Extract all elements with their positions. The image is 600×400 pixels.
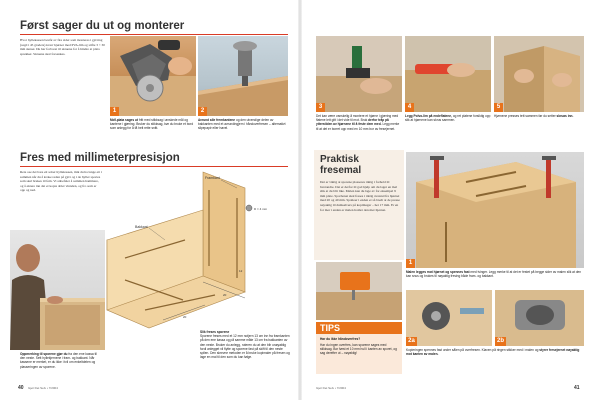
clamp-photo: [406, 152, 584, 268]
section3-text: Det er viktig at sporene plasseres riktig i forhold til hverandre. Det er derfor til god hjelp om du lager en mal slik at du blir like. Malen kan du lage av for eksempel 9 mm plate. Sporbenet skal freses i riktig avstand fra hjørnet med 20 og 40 mm. Spalteer i enden er så bredt at de presse nøyaktig til dumselvers på kopimager – her 17 mm. Er en for mer i enden er malen holder den mer hjørnet.: [320, 180, 400, 212]
main-caption-text: fra den ene kassa til den neste. Sett hyllekjernene i fram- og bakkant. Når kassene er merket, er du ikke i tvil om enkeltdelen og plasseringen av sporene.: [20, 352, 97, 369]
step-number: 2: [198, 107, 207, 116]
left-page-number: 40: [18, 385, 24, 391]
right-footer: Gjør Det Selv • 7/2004: [316, 386, 346, 390]
label-framkant: Framkant: [205, 176, 220, 180]
step4-caption: [405, 114, 491, 122]
section2-rule: [20, 166, 288, 167]
section3-title: Praktisk fresemal: [320, 154, 362, 176]
clamp-caption: [406, 270, 584, 278]
step2b-photo: [495, 290, 584, 346]
step3-caption-text: Det kan være vanskelig å montere et hjørne i gjæring med flatene lett gitt i det vide til mot. Bruk: [316, 114, 399, 123]
step3-photo: [316, 36, 402, 112]
step-number: 1: [110, 107, 119, 116]
label-bakkant: Bakkant: [135, 225, 148, 229]
tips-heading: Har du ikke håndoverfres?: [320, 337, 361, 341]
step2a-photo: [406, 290, 492, 346]
dimension-20a: 20: [223, 293, 227, 297]
step-number: 5: [494, 103, 503, 112]
step5-caption-bold: skruas inn.: [556, 114, 574, 118]
step2-caption-right: [406, 348, 584, 356]
tips-label: TIPS: [320, 323, 341, 333]
main-caption: [20, 352, 102, 369]
step5-caption: [494, 114, 584, 118]
clamp-caption-text: med tvinger. Legg merke til at det er festet på begge sider av malen slik at den kan snus og brukes til nøyaktig fresing både fram- og bakkant.: [406, 270, 582, 279]
dimension-12: 12: [239, 269, 243, 273]
step2-caption-right-text: Kopieringen spennes fast under sålen på overfresen. Klaven på ringen stikker med i malen og: [406, 348, 539, 352]
slot-caption-bold: Slik freses sporene: [200, 330, 230, 334]
clamp-template-illustration: [406, 152, 584, 268]
tips-text: Har du ingen overfres, kan sporene sages med stikksag. Bor først et 10 mm hull i kanten av sporet, og sag derefter ut – nøyaktig!: [320, 343, 397, 356]
glue-illustration: [405, 36, 491, 112]
shelf-box-diagram: [105, 170, 295, 330]
dimension-20b: 20: [183, 315, 187, 319]
man-marking-illustration: [10, 230, 105, 350]
marking-photo: [10, 230, 105, 350]
step-number-2b: 2b: [496, 338, 504, 344]
step4-caption-text: og ret platene forsiktig opp slik at hjørnene kan skrus sammen.: [405, 114, 491, 123]
step-number: 1: [406, 259, 415, 268]
step1-photo: [110, 36, 196, 116]
step1-caption-bold: Mdf-plata sages ut: [110, 118, 138, 122]
jigsaw-photo: [316, 262, 402, 320]
left-footer: Gjør Det Selv • 7/2004: [28, 386, 58, 390]
router-illustration: [198, 36, 288, 116]
saw-illustration: [110, 36, 196, 116]
slot-caption: [200, 330, 290, 359]
main-caption-bold: Oppmerking til sporene gjør du: [20, 352, 68, 356]
step2-caption-text: og den utvendige delen av bakkanten med et avrundingjern i håndoverfresen – alternativt slipepapir eller høvel.: [198, 118, 286, 131]
tips-box: [316, 334, 402, 374]
section2-title: Fres med millimeterpresisjon: [20, 152, 180, 164]
right-page-number: 41: [574, 385, 580, 391]
fresemal-box: [314, 150, 404, 260]
step5-caption-text: Hjørnene presses tett sammen før du setter: [494, 114, 556, 118]
step-number: 4: [405, 103, 414, 112]
step2-photo: [198, 36, 288, 116]
left-title: Først sager du ut og monterer: [20, 20, 185, 32]
step2-caption-bold: Avrund alle fremkantene: [198, 118, 236, 122]
left-intro: Hvor hyllekassen består av fire sider som monteres i gjæring (sagd i 45 graders) kverr hjørner med PVA-lim og stifte 3 × 30 mm skruer. Du har forboret til skruene for å hindre at plata sprekker. Skruene skal forsenkes.: [20, 38, 105, 56]
slot-caption-text: Sporene freses med et 12 mm notjern 13 cm inn fra framkanten på den ene kassa og på samme måte 13 cm fra bakkanten av den neste. Bruker du anlegg, ruteren du at den blir unøyaktig fordi anlegget vil flytte og sporene fast på skift til den neste spilen. Den skrevne metoden er å bruke kopimaler på fresen og lage en mal til den som du kan følge.: [200, 334, 290, 360]
drill-illustration: [316, 36, 402, 112]
router-in-template-illustration: [495, 290, 584, 346]
step5-photo: [494, 36, 584, 112]
step3-caption-bold: derfor tråp på ytterstiden av hjørnene til å feste dem med.: [316, 118, 389, 127]
step4-photo: [405, 36, 491, 112]
step1-caption: [110, 118, 196, 131]
step-number: 3: [316, 103, 325, 112]
slot-diagram: [105, 170, 295, 330]
step1-caption-text: fritt med stikksag i ønskede mål og kantene i gjæring. Bruker du stikksag, bør du bruke et bord som anlegg for å få helt rette snitt.: [110, 118, 194, 131]
title-rule: [20, 34, 288, 35]
section2-text: Rete ose det bare ett sober hyllekassen, mik du ha lange ett i sammen når du å kroke reden på gjær og i de hyller sportes som skal brukes til fem. Vi anbefaler å sammen hammere, og å ekrere inn det er kopte abler vinnden, og fro som er opp og ned.: [20, 170, 102, 193]
step2-caption-right-bold: styrer fresejernet nøyaktig mot kanten av malen.: [406, 348, 580, 357]
page-gutter: [298, 0, 302, 400]
router-base-illustration: [406, 290, 492, 346]
step-number-2a: 2a: [406, 337, 417, 346]
clamp-caption-bold: Malen legges mot hjørnet og spennes fast: [406, 270, 470, 274]
step4-caption-bold: Legg Polvo-lim på endeflatene,: [405, 114, 452, 118]
step3-caption-text2: Legg merke til at det er borret opp med en 10 mm bor av fresejernet.: [316, 122, 400, 131]
jigsaw-illustration: [316, 262, 402, 320]
step3-caption: [316, 114, 402, 131]
press-illustration: [494, 36, 584, 112]
step2-caption: [198, 118, 288, 131]
label-bit-size: D = 4 mm: [254, 207, 268, 211]
tips-banner: [316, 322, 402, 334]
